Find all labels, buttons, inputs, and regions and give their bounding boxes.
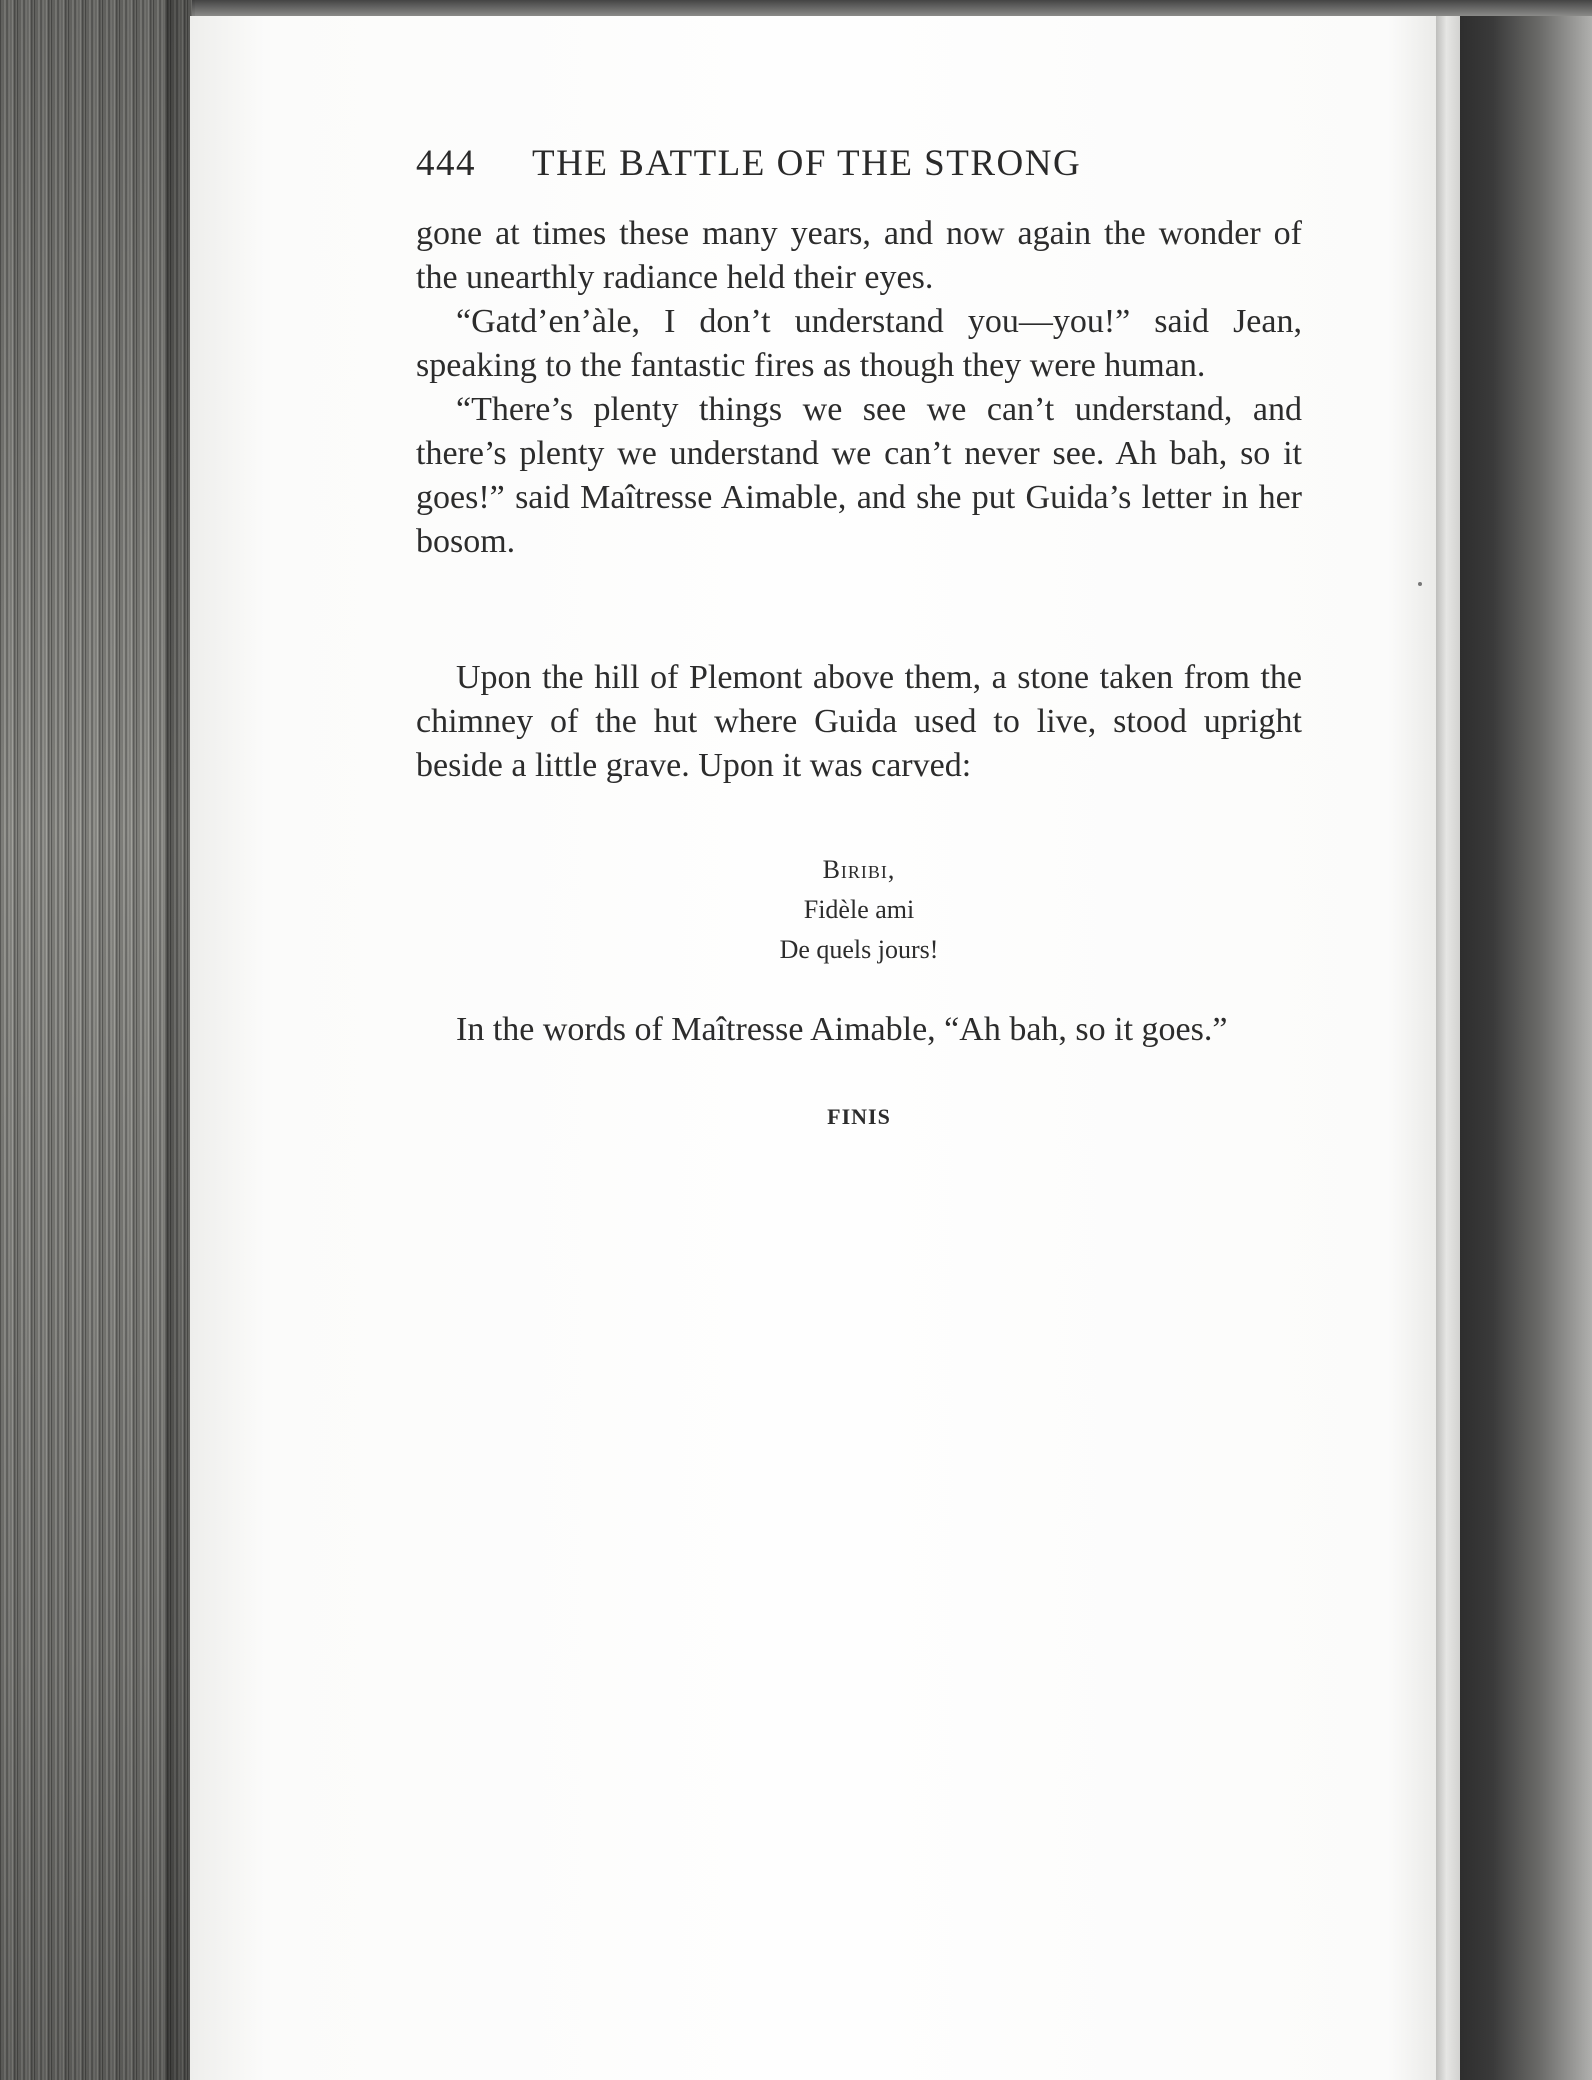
- epitaph-inscription: [416, 850, 1302, 970]
- inscription-line: Biribi,: [822, 855, 896, 884]
- scan-top-edge: [0, 0, 1592, 16]
- facing-page-edge: [1436, 16, 1462, 2080]
- inscription-line: De quels jours!: [779, 935, 939, 964]
- text-block-grave: [416, 656, 1302, 788]
- page-number: 444: [416, 143, 476, 184]
- paragraph: “There’s plenty things we see we can’t understand, and there’s plenty we understand we can’t never see. Ah bah, so it goes!” said Maîtresse Aimable, and she put Guida’s letter in her bosom.: [416, 391, 1302, 560]
- running-title: THE BATTLE OF THE STRONG: [532, 143, 1082, 184]
- text-block-top: [416, 212, 1302, 564]
- book-cover-edge: [1460, 16, 1592, 2080]
- paragraph: “Gatd’en’àle, I don’t understand you—you!” said Jean, speaking to the fantastic fires as though they were human.: [416, 303, 1302, 384]
- paragraph: gone at times these many years, and now again the wonder of the unearthly radiance held their eyes.: [416, 215, 1302, 296]
- paragraph: In the words of Maîtresse Aimable, “Ah bah, so it goes.”: [456, 1011, 1228, 1048]
- inscription-line: Fidèle ami: [803, 895, 915, 924]
- book-page-edges: [0, 0, 192, 2080]
- running-header: [416, 142, 1286, 192]
- text-block-closing: [416, 1008, 1302, 1052]
- finis-mark: FINIS: [827, 1104, 891, 1129]
- paragraph: Upon the hill of Plemont above them, a stone taken from the chimney of the hut where Guida used to live, stood upright beside a little grave. Upon it was carved:: [416, 659, 1302, 784]
- paper-speck: [1418, 582, 1422, 586]
